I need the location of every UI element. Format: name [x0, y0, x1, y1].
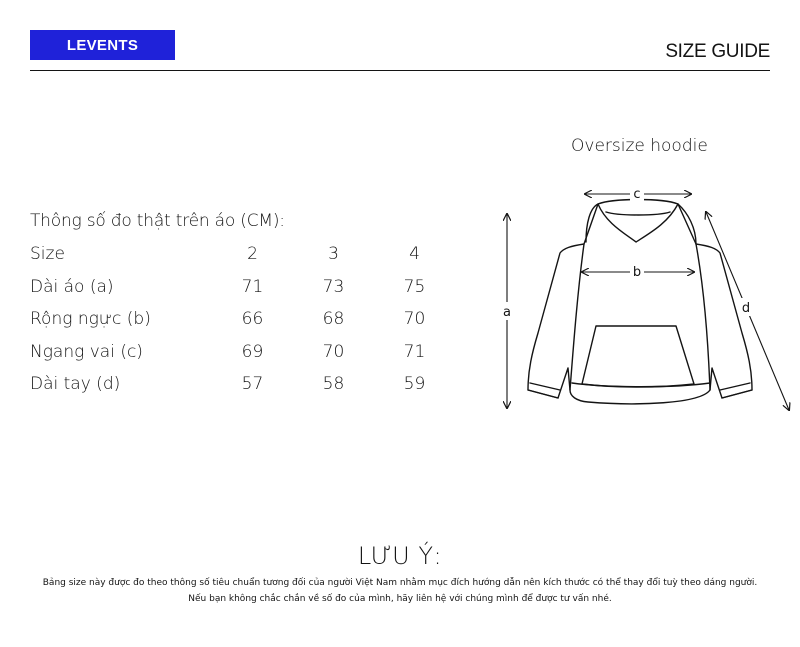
column-header: 4: [409, 244, 420, 265]
header-divider: [30, 70, 770, 71]
dimension-label-d: d: [741, 301, 751, 316]
table-cell: 70: [403, 309, 426, 330]
diagram-title: Oversize hoodie: [571, 136, 708, 156]
table-row: [30, 368, 455, 401]
table-row: [30, 336, 455, 369]
table-cell: 71: [403, 341, 426, 362]
table-cell: 68: [322, 309, 345, 330]
column-header: Size: [30, 244, 65, 265]
table-heading: Thông số đo thật trên áo (CM):: [30, 211, 285, 231]
cuff-right: [720, 383, 752, 398]
hood-outline: [586, 204, 696, 244]
column-header: 2: [247, 244, 258, 265]
note-title: LƯU Ý:: [357, 542, 443, 570]
note-text-line-1: Bảng size này được đo theo thông số tiêu chuẩn tương đối của người Việt Nam nhằm mục đích hướng dẫn nên kích thước có thể thay đổi tuỳ theo dáng người.: [42, 578, 758, 588]
table-cell: 69: [241, 341, 264, 362]
table-row: [30, 303, 455, 336]
table-cell: 73: [322, 276, 345, 297]
table-cell: 75: [403, 276, 426, 297]
dimension-label-c: c: [633, 187, 641, 202]
table-cell: 71: [241, 276, 264, 297]
table-header-row: [30, 238, 455, 271]
kangaroo-pocket: [582, 326, 694, 387]
table-cell: 66: [241, 309, 264, 330]
table-cell: 58: [322, 374, 345, 395]
row-label: Rộng ngực (b): [30, 309, 151, 330]
hoodie-diagram: [498, 178, 793, 423]
table-row: [30, 271, 455, 304]
brand-logo: LEVENTS: [30, 30, 175, 60]
cuff-left: [528, 383, 560, 398]
page-title: SIZE GUIDE: [665, 41, 770, 62]
note-text-line-2: Nếu bạn không chắc chắn về số đo của mình, hãy liên hệ với chúng mình để được tư vấn nhé.: [188, 594, 612, 604]
column-header: 3: [328, 244, 339, 265]
dimension-label-b: b: [632, 265, 642, 280]
row-label: Ngang vai (c): [30, 341, 143, 362]
hoodie-outline: [528, 200, 752, 404]
table-cell: 57: [241, 374, 264, 395]
row-label: Dài tay (d): [30, 374, 121, 395]
dimension-label-a: a: [503, 305, 511, 320]
table-cell: 59: [403, 374, 426, 395]
row-label: Dài áo (a): [30, 276, 114, 297]
size-table: [30, 238, 455, 401]
table-cell: 70: [322, 341, 345, 362]
